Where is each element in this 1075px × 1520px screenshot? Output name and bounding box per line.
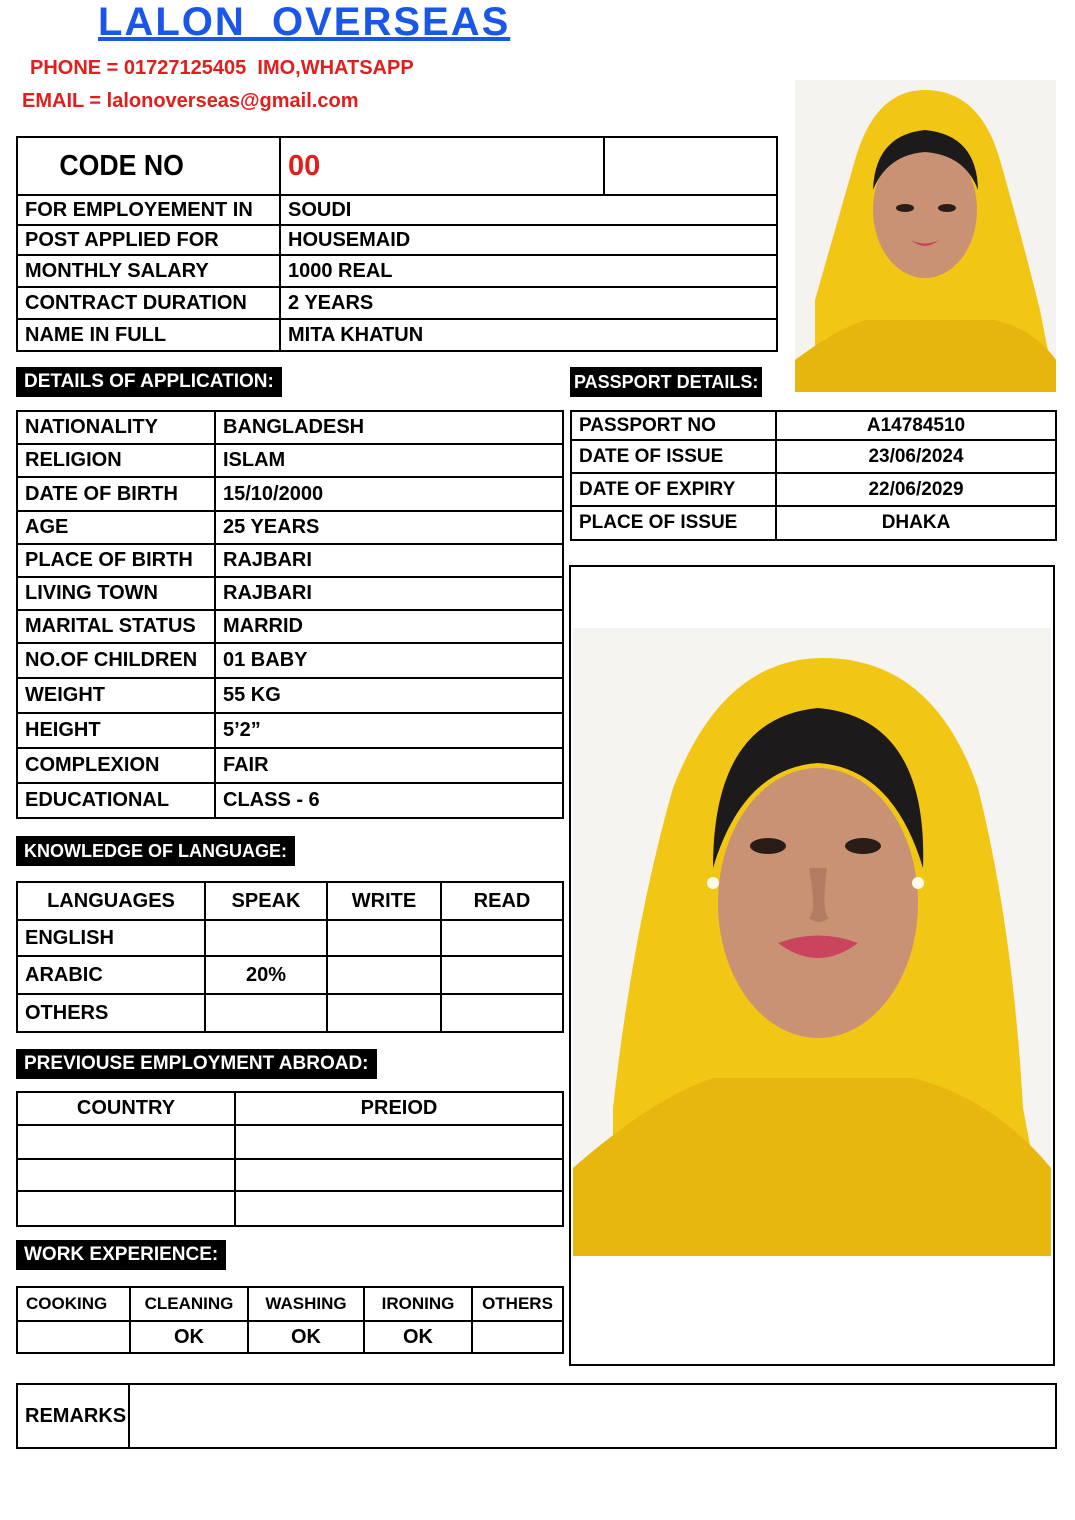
- row-value: 25 YEARS: [215, 511, 563, 544]
- row-value: MARRID: [215, 610, 563, 643]
- table-row: [17, 610, 563, 643]
- row-label: NAME IN FULL: [17, 319, 280, 351]
- row-label: EDUCATIONAL: [17, 783, 215, 818]
- details-table: [16, 410, 564, 819]
- language-name: ENGLISH: [17, 920, 205, 956]
- country-cell: [17, 1159, 235, 1191]
- table-row: [17, 444, 563, 477]
- passport-table: [570, 410, 1057, 541]
- read-cell: [441, 920, 563, 956]
- column-header: LANGUAGES: [17, 882, 205, 920]
- work-cell: [17, 1321, 130, 1353]
- table-row: [17, 577, 563, 610]
- row-value: 22/06/2029: [776, 473, 1056, 506]
- column-header: WRITE: [327, 882, 441, 920]
- row-label: LIVING TOWN: [17, 577, 215, 610]
- remarks-label: REMARKS: [17, 1384, 129, 1448]
- remarks-table: [16, 1383, 1057, 1449]
- country-cell: [17, 1191, 235, 1226]
- applicant-photo-large: [573, 628, 1051, 1256]
- row-label: PLACE OF BIRTH: [17, 544, 215, 577]
- table-header-row: [17, 882, 563, 920]
- column-header: PREIOD: [235, 1092, 563, 1125]
- speak-cell: [205, 920, 327, 956]
- period-cell: [235, 1159, 563, 1191]
- period-cell: [235, 1125, 563, 1159]
- table-row: [17, 319, 777, 351]
- row-label: PASSPORT NO: [571, 411, 776, 440]
- table-row: [17, 1125, 563, 1159]
- remarks-value: [129, 1384, 1056, 1448]
- passport-heading: PASSPORT DETAILS:: [570, 367, 762, 397]
- table-row: [17, 511, 563, 544]
- row-label: HEIGHT: [17, 713, 215, 748]
- row-value: HOUSEMAID: [280, 225, 777, 255]
- applicant-photo-small: [795, 80, 1056, 392]
- row-value: A14784510: [776, 411, 1056, 440]
- read-cell: [441, 994, 563, 1032]
- write-cell: [327, 920, 441, 956]
- language-name: OTHERS: [17, 994, 205, 1032]
- row-label: PLACE OF ISSUE: [571, 506, 776, 540]
- row-label: WEIGHT: [17, 678, 215, 713]
- row-label: FOR EMPLOYEMENT IN: [17, 195, 280, 225]
- row-value: 55 KG: [215, 678, 563, 713]
- work-cell: OK: [248, 1321, 364, 1353]
- phone-line: PHONE = 01727125405 IMO,WHATSAPP: [30, 57, 414, 79]
- company-title: LALON OVERSEAS: [98, 0, 511, 44]
- email-line: EMAIL = lalonoverseas@gmail.com: [22, 90, 359, 112]
- portrait-icon: [795, 80, 1056, 392]
- row-value: SOUDI: [280, 195, 777, 225]
- table-row: [17, 287, 777, 319]
- row-label: RELIGION: [17, 444, 215, 477]
- row-value: RAJBARI: [215, 544, 563, 577]
- code-value: 00: [280, 137, 604, 195]
- column-header: COUNTRY: [17, 1092, 235, 1125]
- row-value: 23/06/2024: [776, 440, 1056, 473]
- row-label: DATE OF BIRTH: [17, 477, 215, 511]
- table-row: [571, 411, 1056, 440]
- previous-employment-table: [16, 1091, 564, 1227]
- column-header: SPEAK: [205, 882, 327, 920]
- row-value: MITA KHATUN: [280, 319, 777, 351]
- row-label: POST APPLIED FOR: [17, 225, 280, 255]
- column-header: OTHERS: [472, 1287, 563, 1321]
- write-cell: [327, 956, 441, 994]
- work-experience-table: [16, 1286, 564, 1354]
- employment-table: [16, 136, 778, 352]
- table-header-row: [17, 1092, 563, 1125]
- row-value: RAJBARI: [215, 577, 563, 610]
- row-label: NO.OF CHILDREN: [17, 643, 215, 678]
- table-row: [17, 1321, 563, 1353]
- table-row: [17, 748, 563, 783]
- language-table: [16, 881, 564, 1033]
- row-value: FAIR: [215, 748, 563, 783]
- work-experience-heading: WORK EXPERIENCE:: [16, 1240, 226, 1270]
- speak-cell: [205, 994, 327, 1032]
- row-label: NATIONALITY: [17, 411, 215, 444]
- column-header: IRONING: [364, 1287, 472, 1321]
- country-cell: [17, 1125, 235, 1159]
- portrait-icon: [573, 628, 1051, 1256]
- speak-cell: 20%: [205, 956, 327, 994]
- table-row: [571, 473, 1056, 506]
- row-value: 01 BABY: [215, 643, 563, 678]
- row-label: DATE OF ISSUE: [571, 440, 776, 473]
- language-name: ARABIC: [17, 956, 205, 994]
- row-value: BANGLADESH: [215, 411, 563, 444]
- table-row: [17, 477, 563, 511]
- previous-employment-heading: PREVIOUSE EMPLOYMENT ABROAD:: [16, 1049, 377, 1079]
- row-value: 5’2”: [215, 713, 563, 748]
- table-row: [17, 783, 563, 818]
- row-value: DHAKA: [776, 506, 1056, 540]
- table-row: [17, 994, 563, 1032]
- language-heading: KNOWLEDGE OF LANGUAGE:: [16, 836, 295, 866]
- row-label: AGE: [17, 511, 215, 544]
- column-header: WASHING: [248, 1287, 364, 1321]
- work-cell: OK: [364, 1321, 472, 1353]
- period-cell: [235, 1191, 563, 1226]
- table-row: [17, 678, 563, 713]
- table-row: [17, 195, 777, 225]
- row-label: CONTRACT DURATION: [17, 287, 280, 319]
- table-row: [17, 544, 563, 577]
- table-row: [17, 255, 777, 287]
- table-row: [17, 1159, 563, 1191]
- row-label: COMPLEXION: [17, 748, 215, 783]
- table-row: [17, 1191, 563, 1226]
- read-cell: [441, 956, 563, 994]
- column-header: CLEANING: [130, 1287, 248, 1321]
- table-row: [17, 920, 563, 956]
- row-value: ISLAM: [215, 444, 563, 477]
- row-value: 15/10/2000: [215, 477, 563, 511]
- table-row: [17, 713, 563, 748]
- write-cell: [327, 994, 441, 1032]
- table-row: [17, 643, 563, 678]
- table-header-row: [17, 1287, 563, 1321]
- row-label: MONTHLY SALARY: [17, 255, 280, 287]
- row-value: CLASS - 6: [215, 783, 563, 818]
- work-cell: OK: [130, 1321, 248, 1353]
- code-label: CODE NO: [17, 137, 259, 195]
- column-header: COOKING: [17, 1287, 130, 1321]
- code-empty-cell: [604, 137, 777, 195]
- row-value: 2 YEARS: [280, 287, 777, 319]
- row-label: DATE OF EXPIRY: [571, 473, 776, 506]
- column-header: READ: [441, 882, 563, 920]
- table-row: [571, 506, 1056, 540]
- table-row: [17, 411, 563, 444]
- row-value: 1000 REAL: [280, 255, 777, 287]
- table-row: [17, 956, 563, 994]
- table-row: [571, 440, 1056, 473]
- table-row: [17, 225, 777, 255]
- details-heading: DETAILS OF APPLICATION:: [16, 367, 282, 397]
- work-cell: [472, 1321, 563, 1353]
- row-label: MARITAL STATUS: [17, 610, 215, 643]
